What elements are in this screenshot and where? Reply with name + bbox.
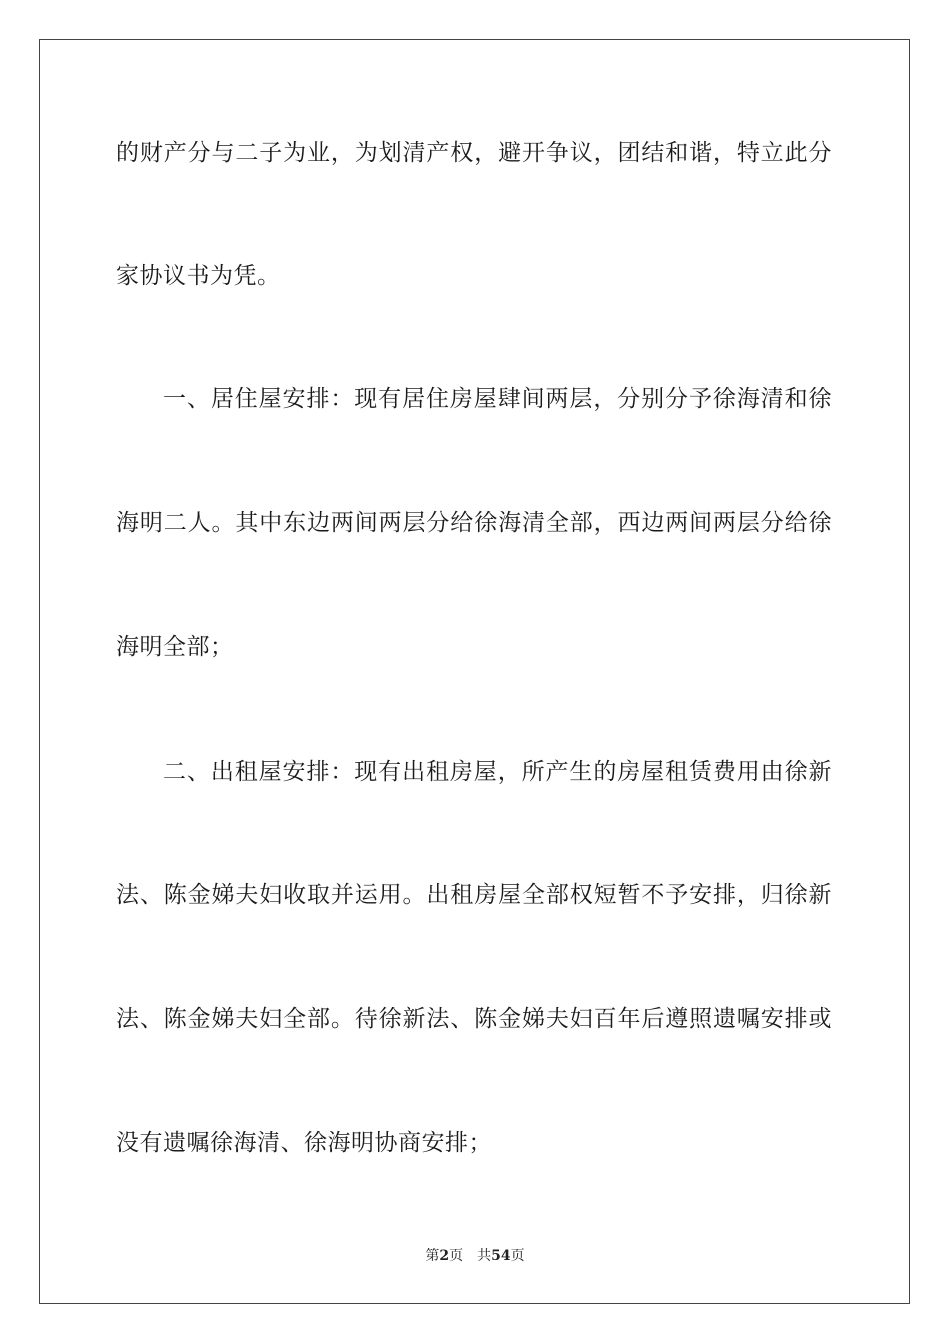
text-line-7: 法、陈金娣夫妇收取并运用。出租房屋全部权短暂不予安排，归徐新 [116, 882, 832, 908]
total-pages: 54 [491, 1248, 511, 1264]
text-line-6: 二、出租屋安排：现有出租房屋，所产生的房屋租赁费用由徐新 [163, 759, 832, 785]
total-prefix: 共 [477, 1248, 492, 1264]
page-number: 2 [439, 1248, 450, 1264]
page-prefix: 第 [425, 1248, 440, 1264]
total-suffix: 页 [510, 1248, 525, 1264]
text-line-1: 的财产分与二子为业，为划清产权，避开争议，团结和谐，特立此分 [116, 140, 832, 166]
text-line-4: 海明二人。其中东边两间两层分给徐海清全部，西边两间两层分给徐 [116, 510, 832, 536]
page-suffix: 页 [449, 1248, 464, 1264]
page-border [39, 39, 910, 1304]
page-footer [0, 1246, 950, 1266]
text-line-5: 海明全部； [116, 634, 234, 660]
text-line-9: 没有遗嘱徐海清、徐海明协商安排； [116, 1130, 492, 1156]
text-line-3: 一、居住屋安排：现有居住房屋肆间两层，分别分予徐海清和徐 [163, 386, 832, 412]
text-line-2: 家协议书为凭。 [116, 263, 281, 289]
text-line-8: 法、陈金娣夫妇全部。待徐新法、陈金娣夫妇百年后遵照遗嘱安排或 [116, 1006, 832, 1032]
